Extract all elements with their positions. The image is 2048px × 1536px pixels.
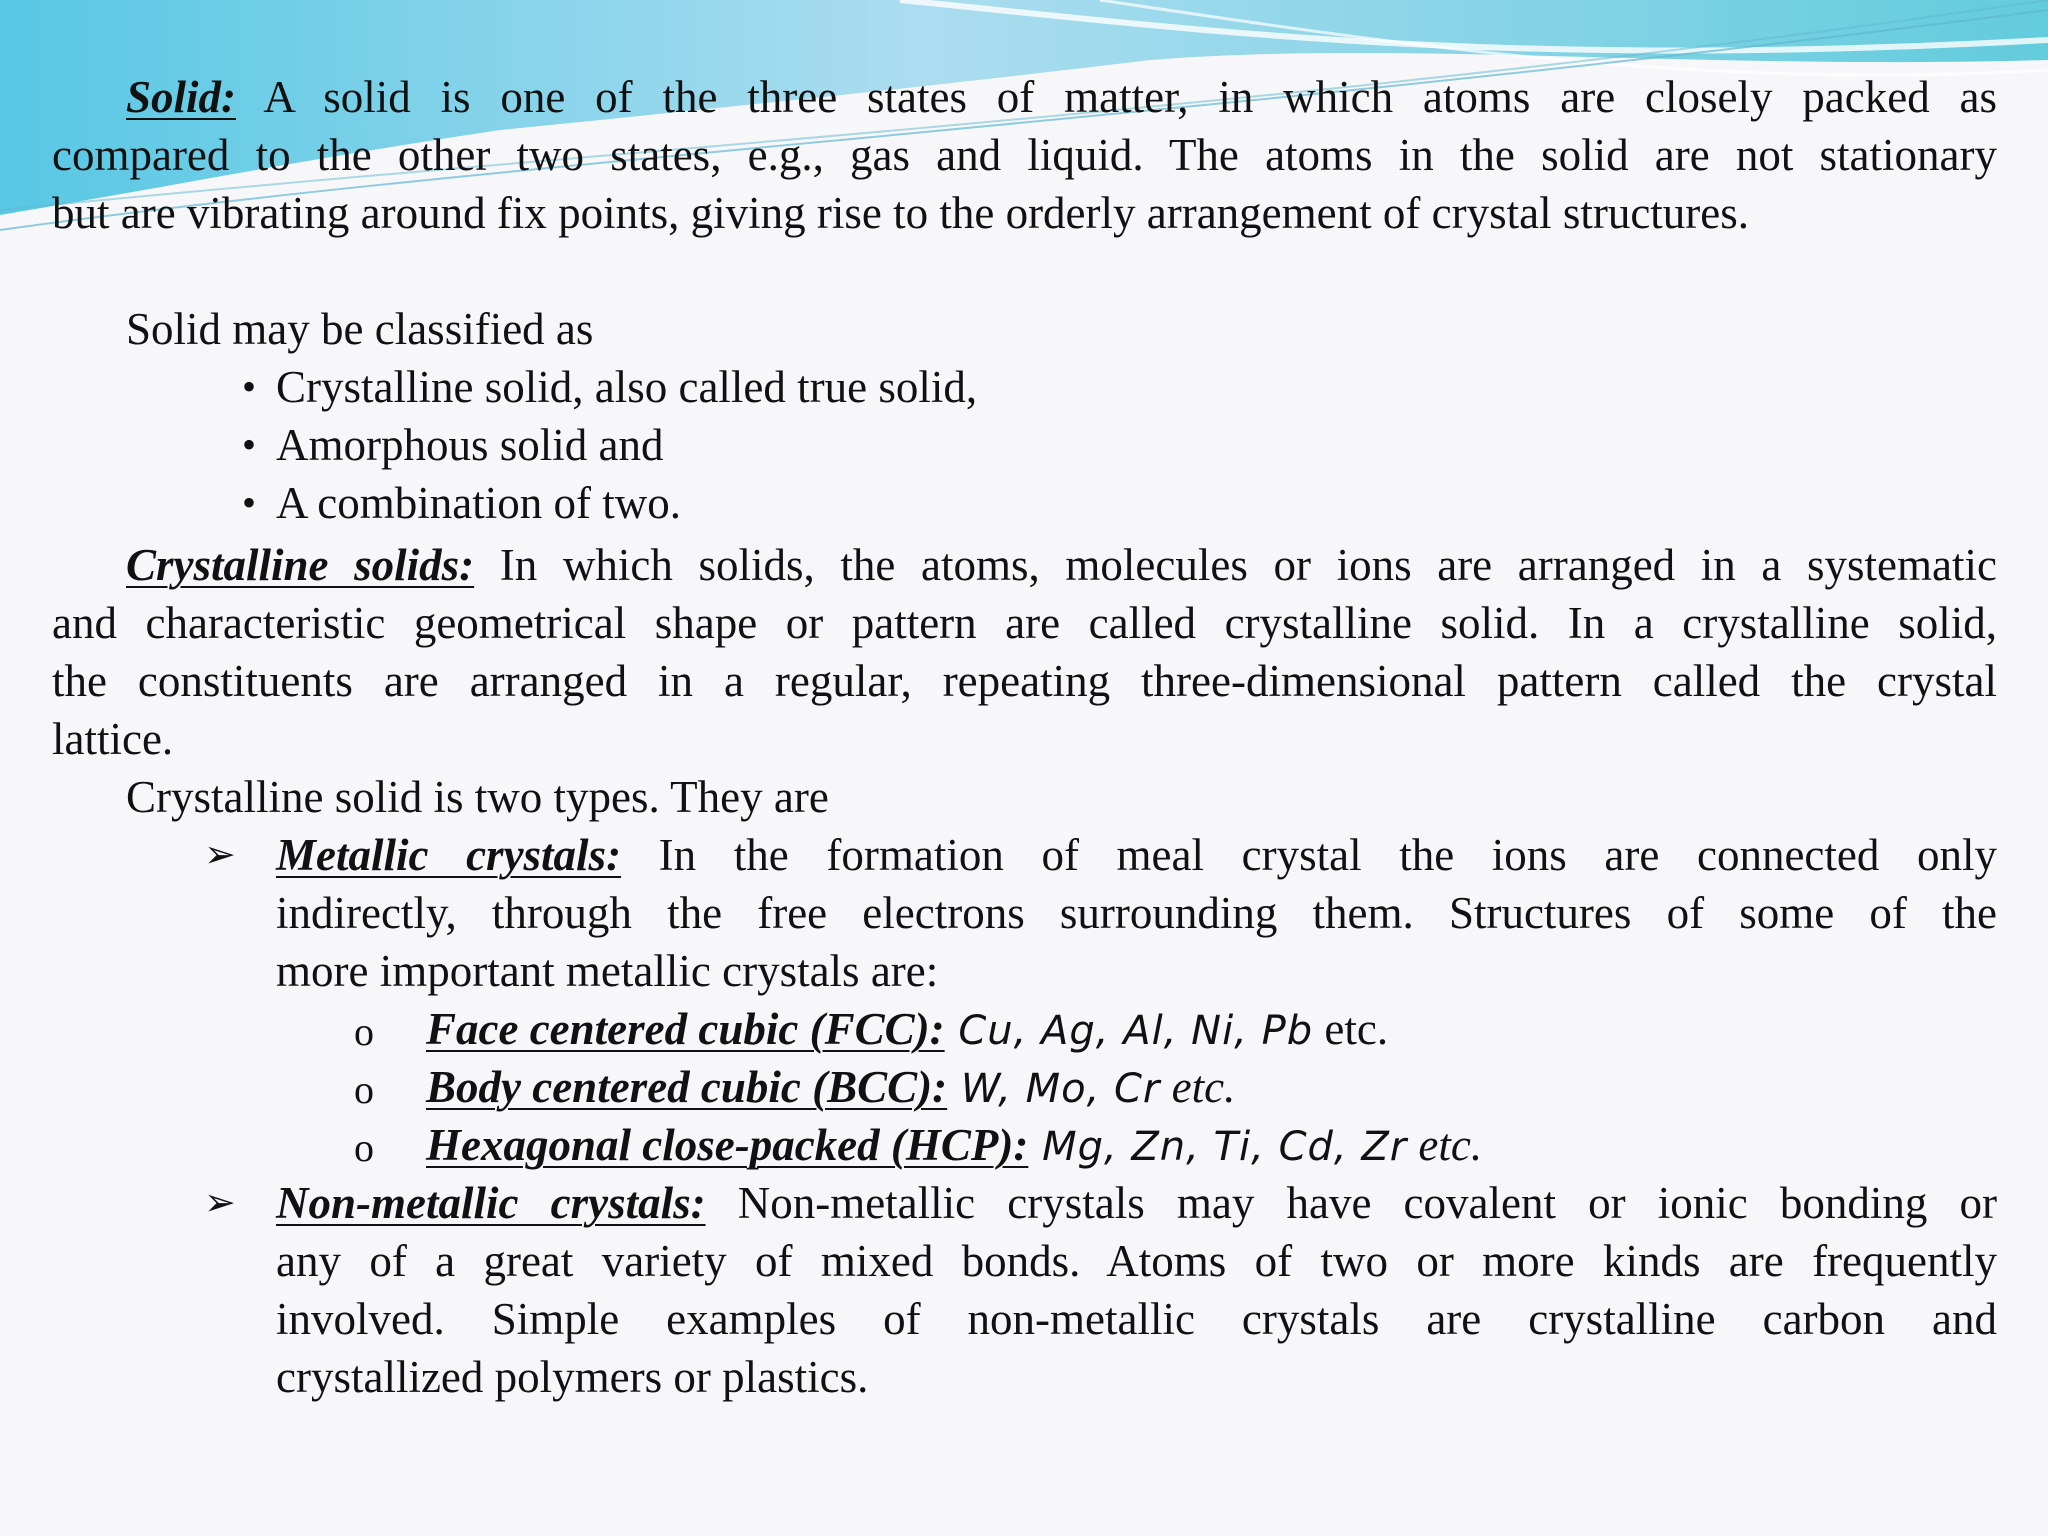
metallic-line-3: more important metallic crystals are:	[276, 946, 939, 996]
term-nonmetallic-crystals: Non-metallic crystals:	[276, 1178, 706, 1228]
intro-line-3: but are vibrating around fix points, giving rise to the orderly arrangement of crystal structures.	[52, 188, 1750, 238]
nonmetallic-line-2: any of a great variety of mixed bonds. Atoms of two or more kinds are frequently	[276, 1236, 1997, 1286]
sub-bullet-glyph: o	[354, 1009, 374, 1054]
nonmetallic-line-4: crystallized polymers or plastics.	[276, 1352, 869, 1402]
sub-bullet-glyph: o	[354, 1067, 374, 1112]
classification-item: Amorphous solid and	[276, 420, 664, 470]
classification-heading: Solid may be classified as	[126, 304, 594, 354]
structure-item-bcc: Body centered cubic (BCC): W, Mo, Cr etc.	[426, 1062, 1236, 1112]
metallic-line-1: Metallic crystals: In the formation of meal crystal the ions are connected only	[276, 830, 1997, 880]
structure-item-fcc: Face centered cubic (FCC): Cu, Ag, Al, Ni, Pb etc.	[426, 1004, 1389, 1054]
crystalline-line-4: lattice.	[52, 714, 174, 764]
crystalline-types-intro: Crystalline solid is two types. They are	[126, 772, 829, 822]
crystalline-line-1: Crystalline solids: In which solids, the atoms, molecules or ions are arranged in a systematic	[126, 540, 1997, 590]
classification-item: Crystalline solid, also called true solid,	[276, 362, 978, 412]
crystalline-line-3: the constituents are arranged in a regular, repeating three-dimensional pattern called the crystal	[52, 656, 1997, 706]
nonmetallic-line-3: involved. Simple examples of non-metallic crystals are crystalline carbon and	[276, 1294, 1997, 1344]
bullet-glyph: •	[242, 422, 257, 467]
term-metallic-crystals: Metallic crystals:	[276, 830, 622, 880]
structure-item-hcp: Hexagonal close-packed (HCP): Mg, Zn, Ti, Cd, Zr etc.	[426, 1120, 1483, 1170]
sub-bullet-glyph: o	[354, 1125, 374, 1170]
crystalline-line-2: and characteristic geometrical shape or pattern are called crystalline solid. In a crystalline solid,	[52, 598, 1997, 648]
term-solid: Solid:	[126, 72, 237, 122]
metallic-line-2: indirectly, through the free electrons surrounding them. Structures of some of the	[276, 888, 1997, 938]
intro-line-2: compared to the other two states, e.g., gas and liquid. The atoms in the solid are not stationary	[52, 130, 1997, 180]
arrow-bullet-icon: ➢	[204, 834, 236, 876]
nonmetallic-line-1: Non-metallic crystals: Non-metallic crystals may have covalent or ionic bonding or	[276, 1178, 1997, 1228]
term-crystalline-solids: Crystalline solids:	[126, 540, 475, 590]
bullet-glyph: •	[242, 480, 257, 525]
classification-item: A combination of two.	[276, 478, 681, 528]
arrow-bullet-icon: ➢	[204, 1182, 236, 1224]
bullet-glyph: •	[242, 364, 257, 409]
intro-line-1: Solid: A solid is one of the three states of matter, in which atoms are closely packed as	[126, 72, 1997, 122]
